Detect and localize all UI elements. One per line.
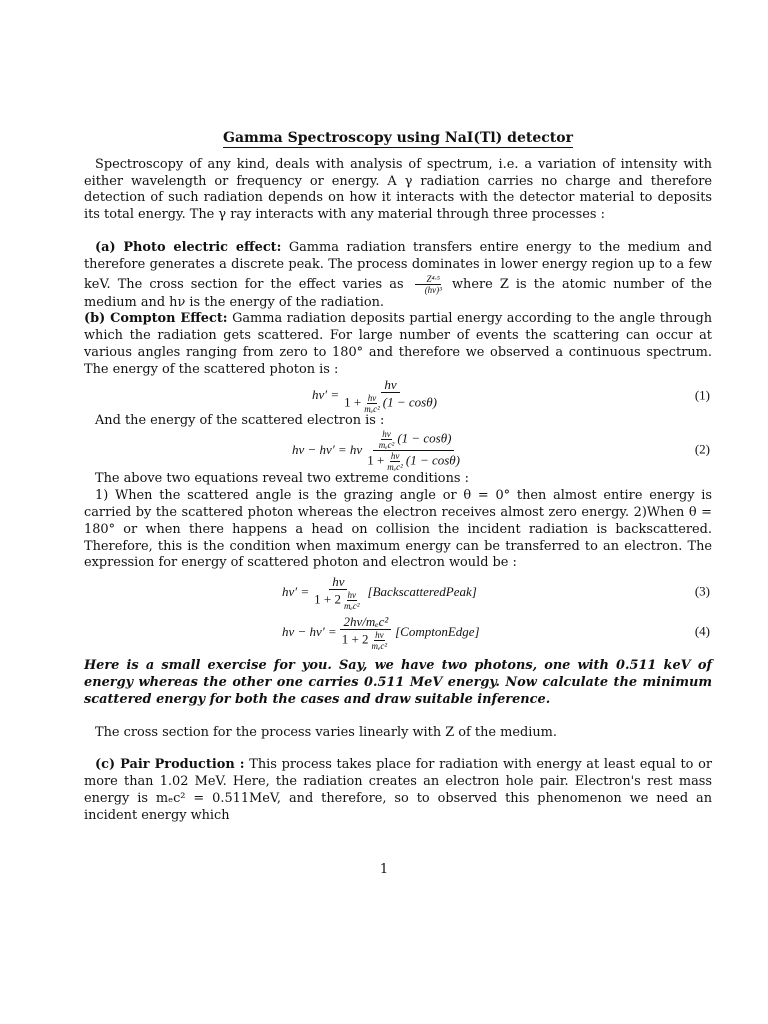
photo-electric-paragraph: (a) Photo electric effect: Gamma radiation transfers entire energy to the medium and therefore generates a discrete peak. The process dominates in lower energy region up to a few keV. The cross section for the effect varies as $\frac{\text{Z⁴·⁵}}{\text{(hν)³}}$ where Z is the atomic number of the medium and hν is the energy of the radiation. bbox=[84, 239, 712, 310]
pair-production-paragraph: (c) Pair Production : This process takes place for radiation with energy at least equal to or more than 1.02 MeV. Here, the radiation creates an electron hole pair. Electron's rest mass energy is mₑc² = 0.511MeV, and therefore, so to observed this phenomenon we need an incident energy which bbox=[84, 757, 712, 823]
equation-4-number: (4) bbox=[694, 623, 710, 639]
equation-3: hν′ = hν 1 + 2 $\frac{h\nu}{\text{mₑc²}}$ [BackscatteredPeak] (3) bbox=[282, 573, 710, 611]
electron-intro: And the energy of the scattered electron is : bbox=[95, 412, 385, 428]
equation-2-number: (2) bbox=[694, 441, 710, 457]
paper-title: Gamma Spectroscopy using NaI(Tl) detector bbox=[223, 130, 573, 146]
equation-3-number: (3) bbox=[694, 583, 710, 599]
equation-1-number: (1) bbox=[694, 387, 710, 403]
page-number: 1 bbox=[379, 862, 389, 877]
extreme-conditions-text: 1) When the scattered angle is the grazing angle or θ = 0° then almost entire energy is carried by the scattered photon whereas the electron receives almost zero energy. 2)When θ = 180° or when there happens a head on collision the incident radiation is backscattered. Therefore, this is the condition when maximum energy can be transferred to an electron. The expression for energy of scattered photon and electron would be : bbox=[84, 488, 712, 571]
intro-paragraph: Spectroscopy of any kind, deals with analysis of spectrum, i.e. a variation of intensity with either wavelength or frequency or energy. A γ radiation carries no charge and therefore detection of such radiation depends on how it interacts with the detector material to deposits its total energy. The γ ray interacts with any material through three processes : bbox=[84, 156, 712, 223]
photo-electric-heading: (a) Photo electric effect: bbox=[95, 239, 282, 255]
photo-cross-section-fraction: $\frac{\text{Z⁴·⁵}}{\text{(hν)³}}$ bbox=[413, 274, 443, 295]
extreme-conditions-intro: The above two equations reveal two extreme conditions : bbox=[95, 471, 469, 487]
equation-4: hν − hν′ = 2hν/mₑc² 1 + 2 $\frac{h\nu}{\text{mₑc²}}$ [ComptonEdge] (4) bbox=[282, 613, 710, 651]
paper-page bbox=[84, 130, 712, 825]
equation-2: hν − hν′ = hν $\frac{h\nu}{\text{mₑc²}}$ (1 − cosθ) 1 + $\frac{h\nu}{\text{mₑc²}}$ (1 − cosθ) (2) bbox=[292, 428, 710, 472]
pair-production-heading: (c) Pair Production : bbox=[95, 757, 245, 773]
compton-paragraph: (b) Compton Effect: Gamma radiation deposits partial energy according to the angle through which the radiation gets scattered. For large number of events the scattering can occur at various angles ranging from zero to 180° and therefore we observed a continuous spectrum. The energy of the scattered photon is : bbox=[84, 311, 713, 377]
cross-section-note: The cross section for the process varies linearly with Z of the medium. bbox=[95, 724, 557, 740]
compton-heading: (b) Compton Effect: bbox=[84, 311, 228, 327]
equation-1: hν′ = hν 1 + $\frac{h\nu}{\text{mₑc²}}$ (1 − cosθ) (1) bbox=[312, 377, 710, 415]
exercise-paragraph: Here is a small exercise for you. Say, we have two photons, one with 0.511 keV of energy whereas the other one carries 0.511 MeV energy. Now calculate the minimum scattered energy for both the cases and draw suitable inference. bbox=[84, 658, 712, 707]
